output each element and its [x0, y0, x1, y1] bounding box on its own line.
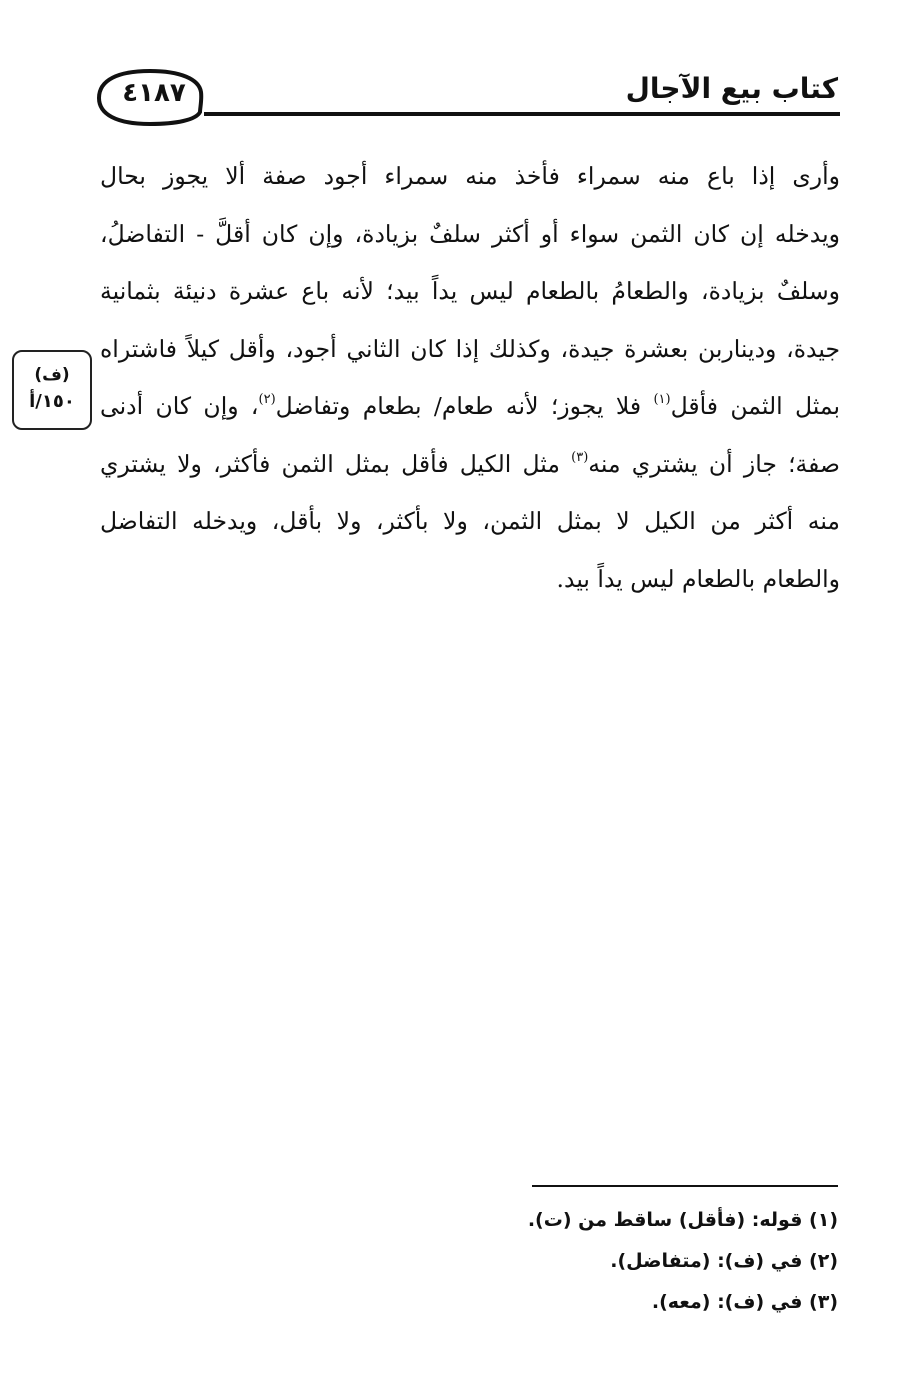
footnote-2: (٢) في (ف): (متفاضل). [610, 1250, 838, 1272]
footnote-separator [532, 1185, 838, 1187]
folio-number: ١٥٠/أ [29, 391, 75, 412]
text-line [100, 436, 840, 494]
footnote-ref-1: (١) [653, 392, 671, 408]
text-line: وسلفٌ بزيادة، والطعامُ بالطعام ليس يداً بيد؛ لأنه باع عشرة دنيئة بثمانية [100, 277, 840, 305]
main-text [100, 148, 840, 608]
text-segment: بمثل الثمن فأقل [670, 392, 841, 420]
text-line: ويدخله إن كان الثمن سواء أو أكثر سلفٌ بزيادة، وإن كان أقلَّ - التفاضلُ، [100, 219, 840, 248]
text-line: منه أكثر من الكيل لا بمثل الثمن، ولا بأكثر، ولا بأقل، ويدخله التفاضل [100, 507, 840, 535]
text-line [100, 378, 840, 436]
text-line: جيدة، وديناربن بعشرة جيدة، وكذلك إذا كان الثاني أجود، وأقل كيلاً فاشتراه [100, 334, 840, 363]
page-number-badge [96, 68, 204, 126]
text-line: والطعام بالطعام ليس يداً بيد. [556, 564, 840, 593]
footnotes [338, 1200, 838, 1323]
footnote-1: (١) قوله: (فأقل) ساقط من (ت). [527, 1209, 838, 1231]
text-segment: صفة؛ جاز أن يشتري منه [588, 449, 840, 478]
footnote-3: (٣) في (ف): (معه). [651, 1291, 838, 1313]
text-line: وأرى إذا باع منه سمراء فأخذ منه سمراء أجود صفة ألا يجوز بحال [100, 162, 840, 190]
page-number: ٤١٨٧ [122, 78, 186, 108]
text-segment: مثل الكيل فأقل بمثل الثمن فأكثر، ولا يشتري [100, 449, 572, 478]
header-rule [204, 112, 840, 116]
manuscript-siglum: (ف) [34, 365, 70, 385]
footnote-ref-3: (٣) [571, 449, 589, 465]
manuscript-folio-marker [12, 350, 92, 430]
text-segment: ، وإن كان أدنى [100, 392, 259, 420]
text-segment: فلا يجوز؛ لأنه طعام/ بطعام وتفاضل [275, 392, 654, 420]
book-title: كتاب بيع الآجال [625, 72, 838, 105]
footnote-ref-2: (٢) [258, 392, 276, 408]
page-header [96, 50, 840, 130]
